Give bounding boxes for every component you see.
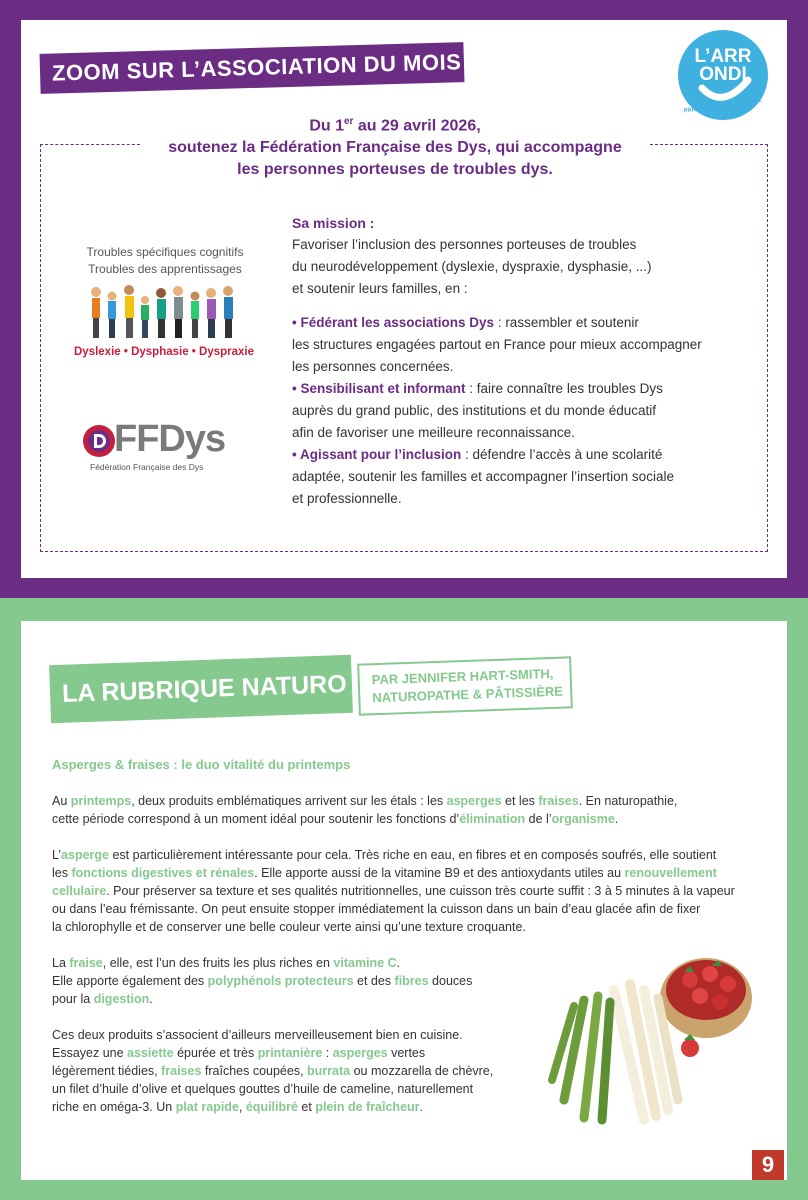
dashed-frame-top-right <box>650 144 768 145</box>
mission-line: et soutenir leurs familles, en : <box>292 281 468 296</box>
article-text: . <box>419 1100 424 1114</box>
article-text: Ces deux produits s’associent d’ailleurs merveilleusement bien en cuisine. <box>52 1028 463 1042</box>
mission-line: Favoriser l’inclusion des personnes porteuses de troubles <box>292 237 637 252</box>
association-banner: ZOOM SUR L’ASSOCIATION DU MOIS <box>40 42 465 94</box>
article-text: , elle, est l’un des fruits les plus riches en <box>102 956 334 970</box>
article-text: ou dans l’eau frémissante. On peut ensuite stopper immédiatement la cuisson dans un bain d’eau glacée afin de fixer <box>52 902 701 916</box>
mission-point-2-rest: : faire connaître les troubles Dys <box>465 381 663 396</box>
article-keyword: plein de fraîcheur <box>315 1100 420 1114</box>
larrondi-logo-text-1: L’ARR <box>694 46 752 67</box>
people-illustration <box>88 284 244 340</box>
article-text: douces <box>428 974 473 988</box>
intro-line-2: soutenez la Fédération Française des Dys, qui accompagne <box>168 139 622 157</box>
article-line <box>52 918 762 936</box>
article-keyword: asperges <box>332 1046 388 1060</box>
ffdys-logo <box>82 418 262 480</box>
larrondi-logo-subtitle: PAR LA BANQUE POSTALE <box>683 97 763 115</box>
article-text: fraîches coupées, <box>201 1064 308 1078</box>
intro-line-3: les personnes porteuses de troubles dys. <box>237 161 553 179</box>
article-keyword: plat rapide <box>175 1100 239 1114</box>
person-icon <box>141 296 149 338</box>
article-keyword: assiette <box>127 1046 174 1060</box>
intro-date-sup: er <box>344 116 354 127</box>
article-keyword: asperges <box>446 794 502 808</box>
mission-title: Sa mission : <box>292 215 375 231</box>
article-text: riche en oméga-3. Un <box>52 1100 176 1114</box>
article-text: et les <box>501 794 539 808</box>
larrondi-logo-text-2: ONDI <box>699 64 747 85</box>
article-text: pour la <box>52 992 94 1006</box>
person-icon <box>124 285 134 338</box>
article-text: épurée et très <box>173 1046 258 1060</box>
person-icon <box>223 286 233 338</box>
dys-list: Dyslexie • Dysphasie • Dyspraxie <box>73 346 254 358</box>
troubles-caption <box>70 244 260 278</box>
article-keyword: printemps <box>70 794 132 808</box>
strawberry-icon <box>681 1034 699 1057</box>
ffdys-wordmark: FFDys <box>114 418 226 460</box>
article-text: vertes <box>387 1046 426 1060</box>
article-keyword: fonctions digestives et rénales <box>71 866 255 880</box>
article-line <box>52 792 762 810</box>
mission-point-3 <box>292 444 752 466</box>
intro-date-start: Du 1 <box>309 117 344 135</box>
article-keyword: organisme <box>551 812 615 826</box>
article-text: légèrement tiédies, <box>52 1064 162 1078</box>
article-title: Asperges & fraises : le duo vitalité du printemps <box>52 757 351 772</box>
article-text: Elle apporte également des <box>52 974 208 988</box>
article-text: un filet d’huile d’olive et quelques gouttes d’huile de cameline, naturellement <box>52 1082 474 1096</box>
article-text: : <box>322 1046 333 1060</box>
naturo-byline <box>357 656 573 715</box>
article-text: , <box>238 1100 246 1114</box>
intro-date-end: au 29 avril 2026, <box>353 117 481 135</box>
person-icon <box>156 288 166 338</box>
article-keyword: équilibré <box>245 1100 298 1114</box>
mission-point-1-line: les structures engagées partout en France pour mieux accompagner <box>292 337 702 352</box>
naturo-banner: LA RUBRIQUE NATURO <box>49 655 353 724</box>
person-icon <box>173 286 183 338</box>
person-icon <box>191 292 200 339</box>
mission-point-3-bold: • Agissant pour l’inclusion <box>292 447 462 462</box>
article-text: Au <box>52 794 71 808</box>
mission-point-3-rest: : défendre l’accès à une scolarité <box>461 447 663 462</box>
ffdys-d-icon <box>82 424 116 458</box>
ffdys-subtitle: Fédération Française des Dys <box>90 462 204 472</box>
mission-point-3-line: et professionnelle. <box>292 491 402 506</box>
article-text: L’ <box>52 848 62 862</box>
mission-point-1-line: les personnes concernées. <box>292 359 454 374</box>
mission-point-1-bold: • Fédérant les associations Dys <box>292 315 495 330</box>
mission-point-3-line: adaptée, soutenir les familles et accompagner l’insertion sociale <box>292 469 674 484</box>
person-icon <box>206 288 216 338</box>
mission-point-2 <box>292 378 752 400</box>
mission-point-1-rest: : rassembler et soutenir <box>494 315 639 330</box>
article-text: les <box>52 866 72 880</box>
bowl-icon <box>660 958 752 1038</box>
article-text: . Pour préserver sa texture et ses qualités nutritionnelles, une cuisson très courte suffit : 3 à 5 minutes à la vapeur <box>106 884 735 898</box>
article-text: ou mozzarella de chèvre, <box>350 1064 494 1078</box>
article-keyword: printanière <box>257 1046 323 1060</box>
article-text: la chlorophylle et de conserver une belle couleur verte ainsi qu’une texture croquante. <box>52 920 526 934</box>
byline-line-1: PAR JENNIFER HART-SMITH, <box>371 665 554 688</box>
article-text: cette période correspond à un moment idéal pour soutenir les fonctions d’ <box>52 812 460 826</box>
asparagus-strawberry-illustration <box>544 950 754 1128</box>
article-keyword: digestion <box>93 992 150 1006</box>
article-text: . En naturopathie, <box>578 794 678 808</box>
article-text: et des <box>353 974 395 988</box>
article-keyword: burrata <box>307 1064 351 1078</box>
article-text: . <box>396 956 401 970</box>
article-keyword: fraises <box>538 794 579 808</box>
page-number: 9 <box>752 1150 784 1180</box>
article-keyword: cellulaire <box>52 884 107 898</box>
article-keyword: fraises <box>161 1064 202 1078</box>
person-icon <box>91 287 101 338</box>
article-keyword: polyphénols protecteurs <box>207 974 354 988</box>
article-text: . Elle apporte aussi de la vitamine B9 et des antioxydants utiles au <box>254 866 625 880</box>
association-intro <box>130 111 660 181</box>
article-text: La <box>52 956 70 970</box>
article-keyword: asperge <box>61 848 109 862</box>
article-text: . <box>149 992 153 1006</box>
green-asparagus-icon <box>552 996 610 1120</box>
article-keyword: fraise <box>69 956 103 970</box>
article-text: , deux produits emblématiques arrivent sur les étals : les <box>131 794 447 808</box>
mission-block <box>292 212 752 510</box>
article-text: . <box>614 812 619 826</box>
article-keyword: renouvellement <box>624 866 717 880</box>
mission-line: du neurodéveloppement (dyslexie, dyspraxie, dysphasie, ...) <box>292 259 652 274</box>
article-line <box>52 810 762 828</box>
article-text: est particulièrement intéressante pour cela. Très riche en eau, en fibres et en composés soufrés, elle soutient <box>109 848 717 862</box>
mission-point-2-bold: • Sensibilisant et informant <box>292 381 466 396</box>
troubles-caption-line-1: Troubles spécifiques cognitifs <box>86 245 244 259</box>
article-text: de l’ <box>525 812 552 826</box>
article-text: et <box>297 1100 316 1114</box>
article-text: Essayez une <box>52 1046 128 1060</box>
article-line <box>52 864 762 882</box>
mission-point-1 <box>292 312 752 334</box>
article-keyword: vitamine C <box>333 956 397 970</box>
mission-point-2-line: afin de favoriser une meilleure reconnaissance. <box>292 425 575 440</box>
byline-line-2: NATUROPATHE & PÂTISSIÈRE <box>372 683 564 706</box>
article-line <box>52 900 762 918</box>
troubles-caption-line-2: Troubles des apprentissages <box>88 262 242 276</box>
article-line <box>52 846 762 864</box>
article-keyword: élimination <box>459 812 526 826</box>
article-keyword: fibres <box>394 974 429 988</box>
dashed-frame-top-left <box>40 144 140 145</box>
person-icon <box>108 292 117 339</box>
article-line <box>52 882 762 900</box>
mission-point-2-line: auprès du grand public, des institutions et du monde éducatif <box>292 403 656 418</box>
